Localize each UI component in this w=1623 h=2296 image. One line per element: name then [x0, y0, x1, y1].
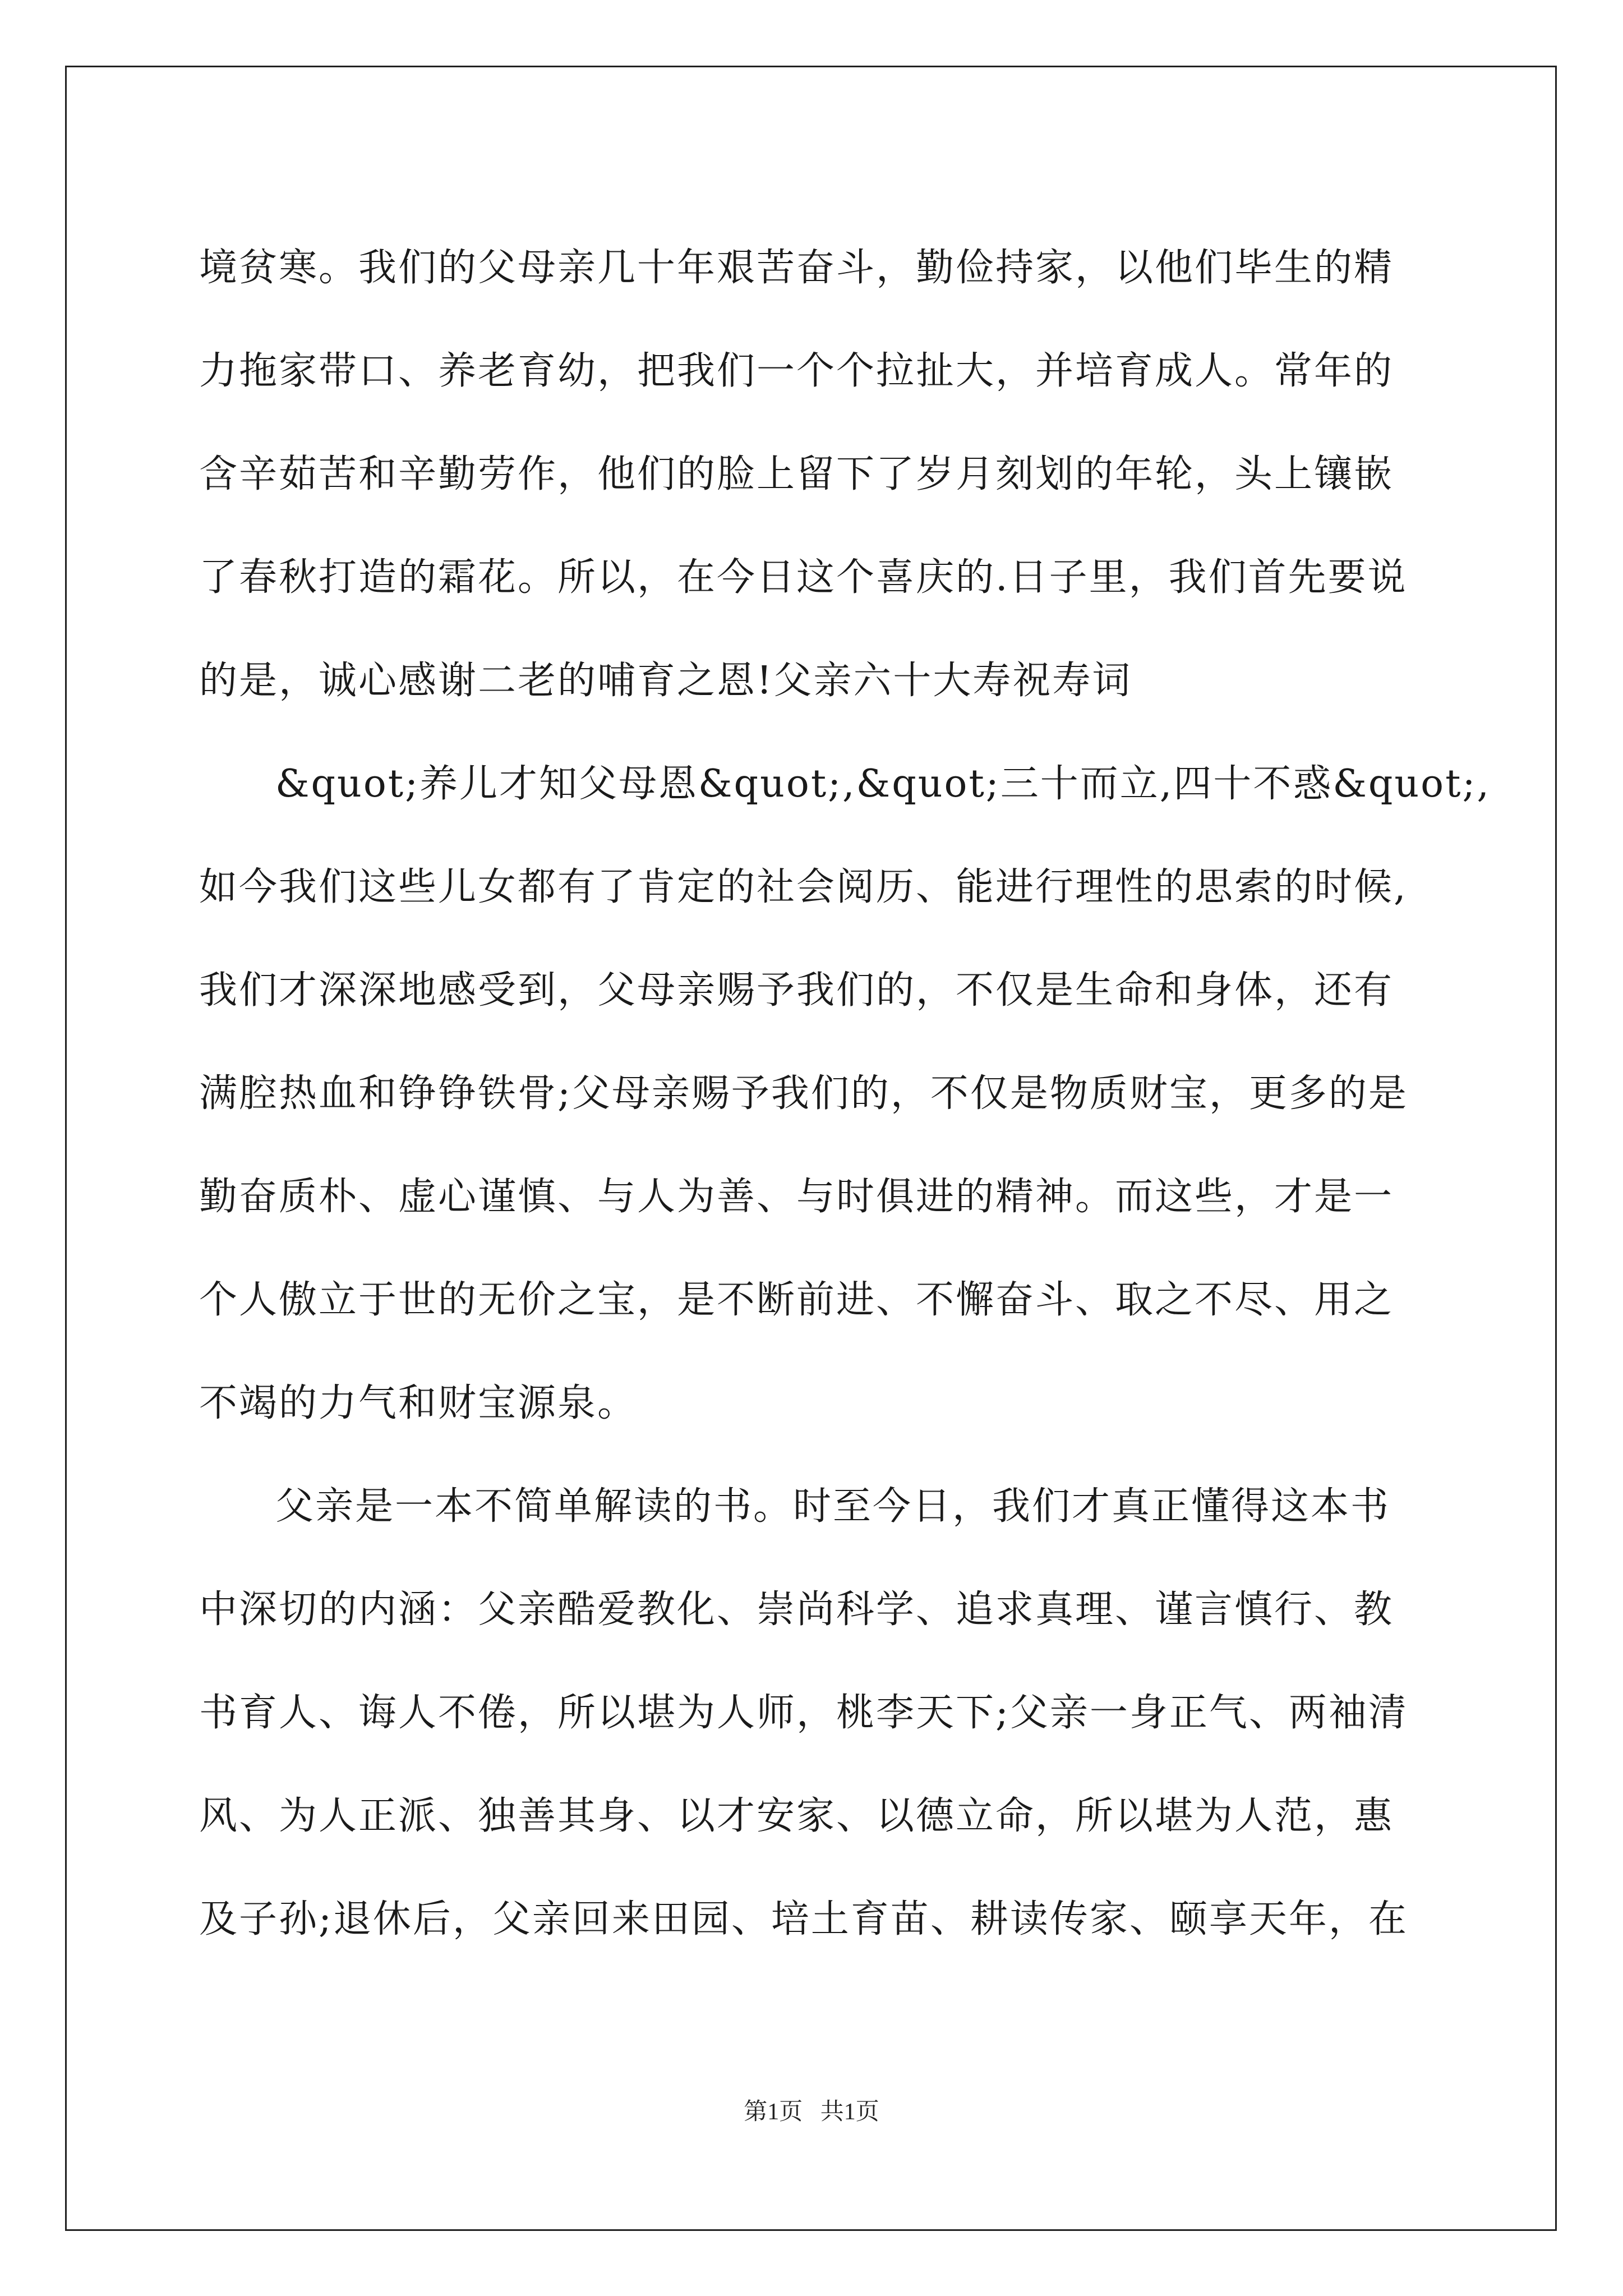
text-line: 书育人、诲人不倦，所以堪为人师，桃李天下;父亲一身正气、两袖清 — [199, 1691, 1408, 1735]
text-line: 父亲是一本不简单解读的书。时至今日，我们才真正懂得这本书 — [275, 1484, 1391, 1529]
text-line: 及子孙;退休后，父亲回来田园、培土育苗、耕读传家、颐享天年，在 — [199, 1897, 1408, 1941]
text-line: 个人傲立于世的无价之宝，是不断前进、不懈奋斗、取之不尽、用之 — [199, 1278, 1394, 1322]
text-line: 的是，诚心感谢二老的哺育之恩!父亲六十大寿祝寿词 — [199, 659, 1132, 703]
text-line: 了春秋打造的霜花。所以，在今日这个喜庆的.日子里，我们首先要说 — [199, 555, 1408, 600]
text-line: 勤奋质朴、虚心谨慎、与人为善、与时俱进的精神。而这些，才是一 — [199, 1175, 1394, 1219]
page-number-footer: 第1页 共1页 — [744, 2099, 879, 2125]
text-line: 满腔热血和铮铮铁骨;父母亲赐予我们的，不仅是物质财宝，更多的是 — [199, 1071, 1408, 1116]
text-line: 不竭的力气和财宝源泉。 — [199, 1381, 638, 1425]
text-line: &quot;养儿才知父母恩&quot;,&quot;三十而立,四十不惑&quot;, — [275, 762, 1491, 806]
text-line: 境贫寒。我们的父母亲几十年艰苦奋斗，勤俭持家，以他们毕生的精 — [199, 246, 1394, 290]
text-line: 风、为人正派、独善其身、以才安家、以德立命，所以堪为人范，惠 — [199, 1794, 1394, 1838]
document-body — [199, 217, 1491, 1971]
text-line: 中深切的内涵：父亲酷爱教化、崇尚科学、追求真理、谨言慎行、教 — [199, 1588, 1394, 1632]
text-line: 含辛茹苦和辛勤劳作，他们的脸上留下了岁月刻划的年轮，头上镶嵌 — [199, 452, 1394, 496]
text-line: 如今我们这些儿女都有了肯定的社会阅历、能进行理性的思索的时候, — [199, 865, 1408, 909]
text-line: 我们才深深地感受到，父母亲赐予我们的，不仅是生命和身体，还有 — [199, 968, 1394, 1013]
text-line: 力拖家带口、养老育幼，把我们一个个拉扯大，并培育成人。常年的 — [199, 349, 1394, 393]
